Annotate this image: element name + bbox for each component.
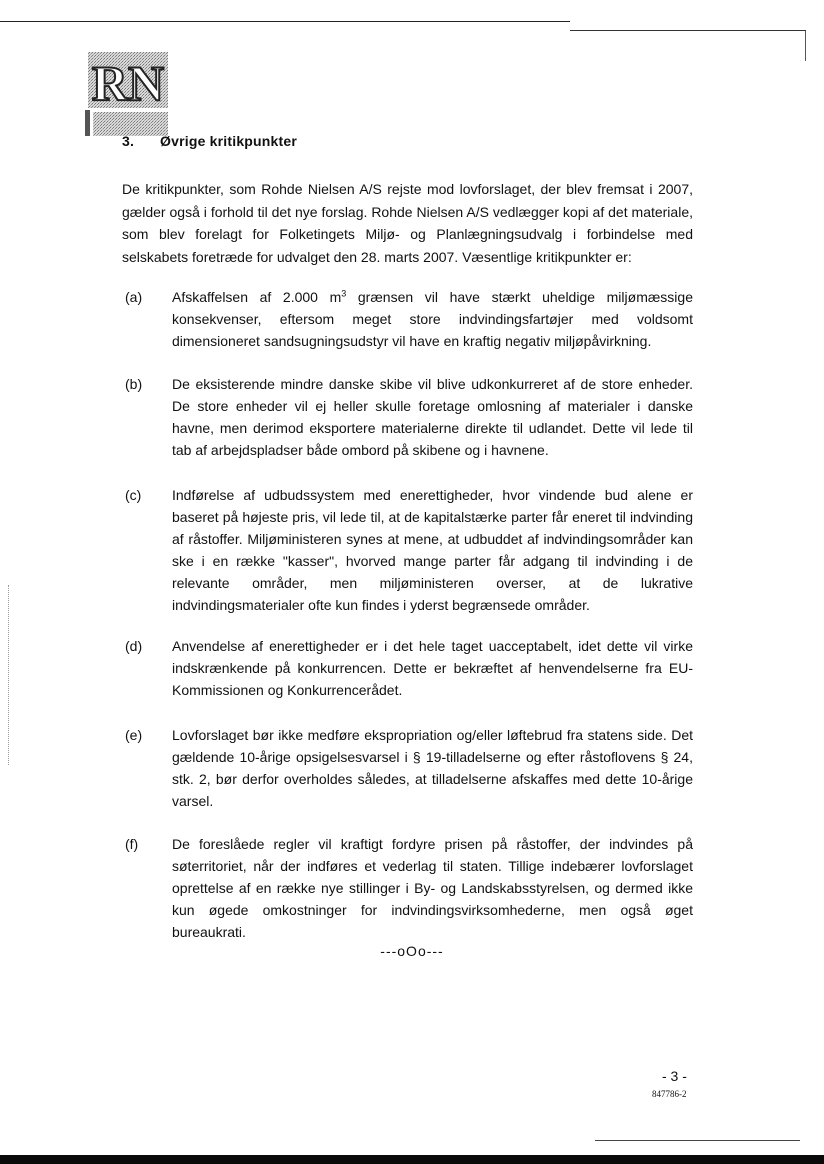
list-item-b	[122, 373, 693, 461]
rn-logo	[85, 50, 171, 138]
item-label: (a)	[125, 289, 143, 305]
page-number: - 3 -	[662, 1068, 687, 1084]
list-item-f	[122, 833, 693, 943]
right-edge-rule	[805, 31, 806, 61]
intro-paragraph: De kritikpunkter, som Rohde Nielsen A/S rejste mod lovforslaget, der blev fremsat i 2007, gælder også i forhold til det nye forslag. Rohde Nielsen A/S vedlægger kopi af det materiale, som blev forelagt for Folketingets Miljø- og Planlægningsudvalg i forbindelse med selskabets foretræde for udvalget den 28. marts 2007. Væsentlige kritikpunkter er:	[122, 181, 693, 265]
item-label: (f)	[125, 836, 139, 852]
section-heading	[122, 133, 297, 149]
list-item-e	[122, 724, 693, 812]
item-text: De eksisterende mindre danske skibe vil blive udkonkurreret af de store enheder. De store enheder vil ej heller skulle foretage omlosning af materialer i danske havne, men derimod eksportere materialerne direkte til udlandet. Dette vil lede til tab af arbejdspladser både ombord på skibene og i havnene.	[172, 376, 693, 458]
list-item-d	[122, 635, 693, 701]
item-text: Afskaffelsen af 2.000 $m^3$ grænsen vil have stærkt uheldige miljømæssige konsekvenser, eftersom meget store indvindingsfartøjer med voldsomt dimensioneret sandsugningsudstyr vil have en kraftig negativ miljøpåvirkning.	[172, 288, 693, 349]
item-label: (c)	[125, 487, 142, 503]
scan-edge-dots	[8, 585, 10, 765]
end-marker: ---oOo---	[380, 943, 444, 959]
bottom-scan-border	[0, 1155, 824, 1164]
item-text: Anvendelse af enerettigheder er i det hele taget uacceptabelt, idet dette vil virke indskrænkende på konkurrencen. Dette er bekræftet af henvendelserne fra EU-Kommissionen og Konkurrencerådet.	[172, 638, 693, 698]
item-label: (b)	[125, 376, 143, 392]
item-label: (e)	[125, 727, 143, 743]
list-item-c	[122, 484, 693, 616]
item-text: De foreslåede regler vil kraftigt fordyre prisen på råstoffer, der indvindes på søterritoriet, når der indføres et vederlag til staten. Tillige indebærer lovforslaget oprettelse af en række nye stillinger i By- og Landskabsstyrelsen, og dermed ikke kun øgede omkostninger for indvindingsvirksomhederne, men også øget bureaukrati.	[172, 836, 693, 940]
document-reference: 847786-2	[652, 1089, 687, 1099]
logo-text: RN	[91, 55, 165, 111]
section-number: 3.	[122, 133, 135, 149]
section-title: Øvrige kritikpunkter	[160, 133, 298, 149]
item-text: Indførelse af udbudssystem med enerettigheder, hvor vindende bud alene er baseret på højeste pris, vil lede til, at de kapitalstærke parter får eneret til indvinding af råstoffer. Miljøministeren synes at mene, at udbuddet af indvindingsområder kan ske i en række "kasser", hvorved mange parter får adgang til indvinding i de relevante områder, men miljøministeren overser, at de lukrative indvindingsmaterialer ofte kun findes i yderst begrænsede områder.	[172, 487, 693, 613]
list-item-a	[122, 286, 693, 352]
item-label: (d)	[125, 638, 143, 654]
top-rule-right	[570, 30, 806, 31]
bottom-thin-rule	[595, 1140, 800, 1141]
top-rule	[0, 21, 570, 22]
item-text: Lovforslaget bør ikke medføre ekspropriation og/eller løftebrud fra statens side. Det gældende 10-årige opsigelsesvarsel i § 19-tilladelserne og efter råstoflovens § 24, stk. 2, bør derfor overholdes således, at tilladelserne afskaffes med dette 10-årige varsel.	[172, 727, 693, 809]
